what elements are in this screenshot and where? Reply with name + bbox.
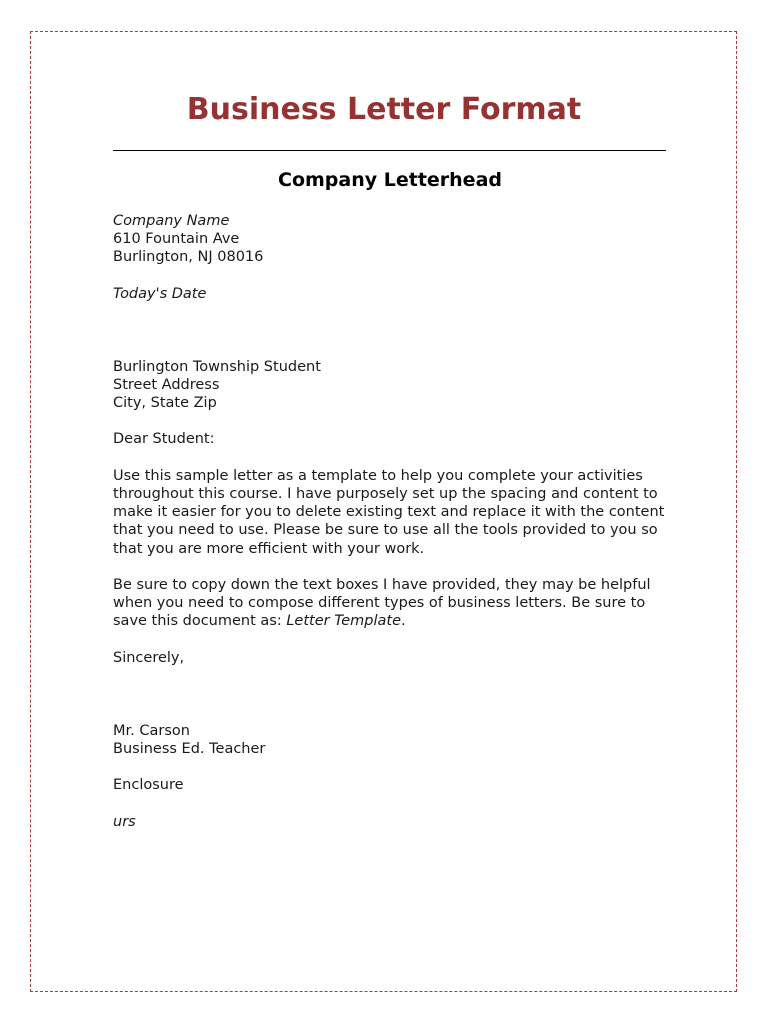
letter-date: Today's Date	[113, 285, 207, 302]
paragraph-2-end: .	[401, 613, 406, 630]
reference-initials: urs	[113, 813, 136, 830]
document-filename: Letter Template	[286, 613, 402, 630]
letterhead-heading: Company Letterhead	[278, 169, 502, 191]
title-divider	[113, 150, 666, 151]
salutation: Dear Student:	[113, 431, 215, 448]
recipient-name: Burlington Township Student	[113, 358, 321, 375]
sender-street: 610 Fountain Ave	[113, 231, 240, 248]
sender-city-state-zip: Burlington, NJ 08016	[113, 249, 264, 266]
recipient-street: Street Address	[113, 376, 220, 393]
closing: Sincerely,	[113, 649, 185, 666]
body-paragraph-2	[113, 576, 673, 631]
document-title: Business Letter Format	[186, 92, 582, 127]
signature-title: Business Ed. Teacher	[113, 740, 266, 757]
signature-name: Mr. Carson	[113, 722, 190, 739]
recipient-city-state-zip: City, State Zip	[113, 395, 217, 411]
letter-body	[113, 212, 673, 831]
enclosure-notation: Enclosure	[113, 777, 184, 794]
paragraph-2-text: Be sure to copy down the text boxes I have provided, they may be helpful when you need to compose different types of business letters. Be sure to save this document as:	[113, 576, 651, 630]
body-paragraph-1: Use this sample letter as a template to help you complete your activities throughout this course. I have purposely set up the spacing and content to make it easier for you to delete existing text and replace it with the content that you need to use. Please be sure to use all the tools provided to you so that you are more efficient with your work.	[113, 467, 665, 557]
sender-company-name: Company Name	[113, 213, 230, 229]
